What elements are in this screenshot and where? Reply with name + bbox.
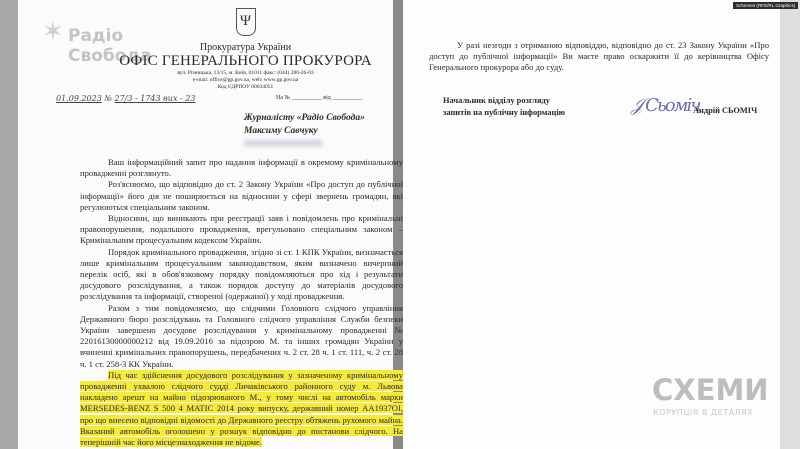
address: вул. Різницька, 13/15, м. Київ, 01011 факс: (044) 280-26-03: [177, 70, 314, 76]
org-name: Прокуратура України: [199, 42, 292, 53]
paragraph: У разі незгоди з отриманою відповіддю, відповідно до ст. 23 Закону України «Про доступ до публічної інформації» Ви маєте право оскаржити її до керівництва Офісу Генерального прокурора або до суду.: [429, 40, 769, 73]
background-right: [780, 0, 800, 449]
addressee-line: Журналісту «Радіо Свобода»: [244, 113, 365, 123]
paragraph: Порядок кримінального провадження, згідно зі ст. 1 КПК України, визначається лише кримінальним процесуальним законодавством, яким визначено вичерпний перелік осіб, які в обов'язковому порядку повідомляються про хід і результати досудового розслідування, а також порядок доступу до матеріалів досудового розслідування та інформації, створеної (одержаної) у ході провадження.: [80, 246, 403, 302]
paragraph: Відносини, що виникають при реєстрації заяв і повідомлень про кримінальні правопорушення, подальшого провадження, врегульовано спеціальним законом – Кримінальним процесуальним кодексом України.: [80, 213, 403, 246]
schemy-logo: СХЕМИ: [652, 373, 769, 407]
edrpou-code: Код ЄДРПОУ 00034051: [217, 84, 274, 90]
image-credit: Schemes (RFE/RL Graphics): [733, 2, 798, 9]
vid-label: від: [323, 95, 331, 101]
reg-number: 27/3 - 1743 вих - 23: [114, 94, 196, 103]
redacted-text: [244, 140, 322, 146]
background-left: [0, 0, 18, 449]
trident-icon: Ψ: [236, 8, 256, 36]
bird-logo-icon: ✶: [42, 17, 64, 47]
document-page-1: ✶ Радіо Свобода Ψ Прокуратура України ОФІС ГЕНЕРАЛЬНОГО ПРОКУРОРА вул. Різницька, 13/15, м. Київ, 01011 факс: (044) 280-26-03 e-mail: office@gp.gov.ua, web: www.gp.gov.ua Код ЄДРПОУ 00034051 01.09.2023 № 27/3 - 1743 вих - 23 На № __________ від __________ Журналісту «Радіо Свобода» Максиму Савчуку Ваш інформаційний запит про надання інформації в окремому кримінальному провадженні розглянуто. Роз'яснюємо, що відповідно до ст. 2 Закону України «Про доступ до публічної інформації» його дія не поширюється на відносини у сфері звернень громадян, які регулюються спеціальним законом. Відносини, що виникають при реєстрації заяв і повідомлень про кримінальні правопорушення, подальшого провадження, врегульовано спеціальним законом – Кримінальним процесуальним кодексом України. Порядок кримінального провадження, згідно зі ст. 1 КПК України, визначається лише кримінальним процесуальним законодавством, яким визначено вичерпний перелік осіб, які в обов'язковому порядку повідомляються про хід і результати досудового розслідування, а також порядок доступу до матеріалів досудового розслідування та інформації, створеної (одержаної) у ході провадження. Разом з тим повідомляємо, що слідчими Головного слідчого управління Державного бюро розслідувань та Головного слідчого управління Служби безпеки України завершено досудове розслідування у кримінальному провадженні № 22016130000000212 від 19.09.2016 за підозрою М. та інших громадян України у вчиненні кримінальних правопорушень, передбачених ч. 2 ст. 28 ч. 1 ст. 111, ч. 2 ст. 28 ч. 1 ст. 258-3 КК України. Під час здійснення досудового розслідування у зазначеному кримінальному провадженні ухвалою слідчого судді Личаківського районного суду м. Львова накладено арешт на майно підозрюваного М., у тому числі на автомобіль марки MERSEDES-BENZ S 500 4 MATIC 2014 року випуску, державний номер AA1937OI, про що внесено відповідні відомості до Державного реєстру обтяжень рухомого майна. Вказаний автомобіль оголошено у розшук відповідно до постанови слідчого. На теперішній час його місцезнаходження не відоме.: [18, 0, 393, 449]
schemy-tagline: КОРУПЦІЯ В ДЕТАЛЯХ: [653, 408, 754, 417]
signer-name: Андрій СЬОМІЧ: [693, 106, 758, 115]
position-line: Начальник відділу розгляду: [443, 96, 550, 105]
highlighted-paragraph: Під час здійснення досудового розслідування у зазначеному кримінальному провадженні ухвалою слідчого судді Личаківського районного суду м. Львова накладено арешт на майно підозрюваного М., у тому числі на автомобіль марки MERSEDES-BENZ S 500 4 MATIC 2014 року випуску, державний номер AA1937OI, про що внесено відповідні відомості до Державного реєстру обтяжень рухомого майна. Вказаний автомобіль оголошено у розшук відповідно до постанови слідчого. На теперішній час його місцезнаходження не відоме.: [80, 369, 403, 448]
position-line: запитів на публічну інформацію: [443, 107, 566, 117]
signer-position: [443, 95, 565, 118]
registration-line: 01.09.2023 № 27/3 - 1743 вих - 23 На № __________ від __________: [56, 94, 363, 103]
contacts: e-mail: office@gp.gov.ua, web: www.gp.gov.ua: [192, 77, 299, 83]
letterhead: [118, 8, 373, 91]
letter-body: [80, 157, 403, 448]
reg-date: 01.09.2023: [56, 94, 102, 103]
addressee: [244, 112, 365, 138]
paragraph: Роз'яснюємо, що відповідно до ст. 2 Закону України «Про доступ до публічної інформації» його дія не поширюється на відносини у сфері звернень громадян, які регулюються спеціальним законом.: [80, 179, 403, 212]
paragraph: Ваш інформаційний запит про надання інформації в окремому кримінальному провадженні розглянуто.: [80, 157, 403, 179]
handwritten-signature: 𝒥 Сьоміч: [631, 95, 700, 116]
paragraph: Разом з тим повідомляємо, що слідчими Головного слідчого управління Державного бюро розслідувань та Головного слідчого управління Служби безпеки України завершено досудове розслідування у кримінальному провадженні № 22016130000000212 від 19.09.2016 за підозрою М. та інших громадян України у вчиненні кримінальних правопорушень, передбачених ч. 2 ст. 28 ч. 1 ст. 111, ч. 2 ст. 28 ч. 1 ст. 258-3 КК України.: [80, 302, 403, 369]
na-label: На №: [276, 95, 291, 101]
office-name: ОФІС ГЕНЕРАЛЬНОГО ПРОКУРОРА: [119, 53, 372, 69]
letter-body-continued: [429, 40, 769, 74]
addressee-line: Максиму Савчуку: [244, 126, 318, 136]
number-label: №: [104, 94, 112, 103]
